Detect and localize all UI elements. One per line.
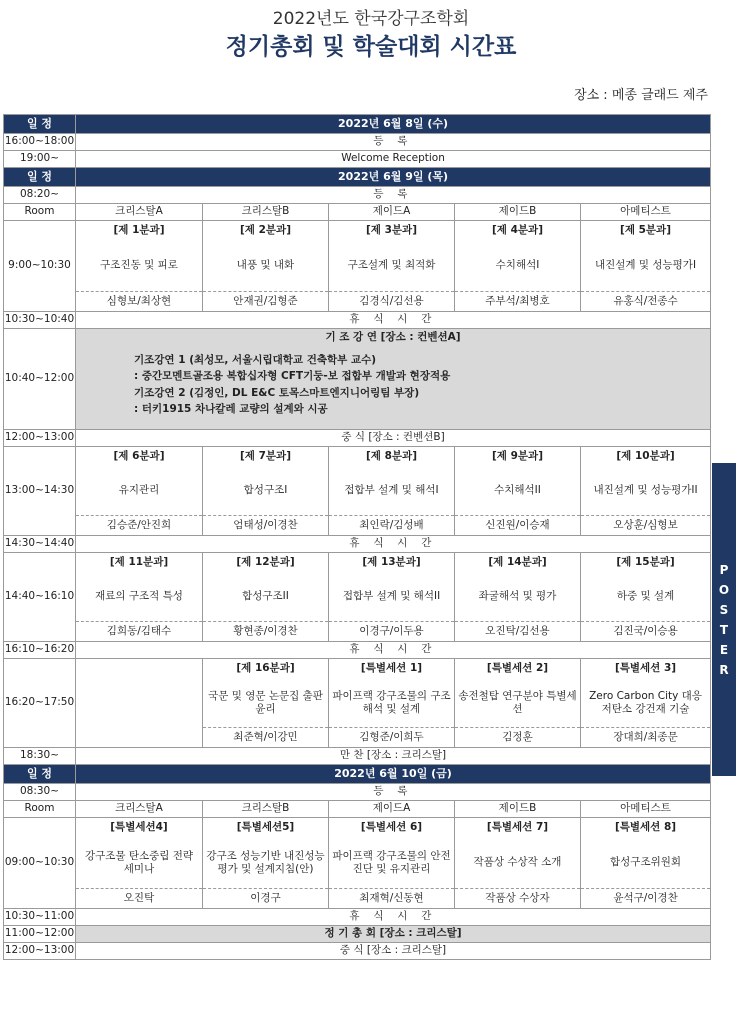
poster-side-banner	[712, 463, 736, 776]
session-cell	[329, 221, 455, 312]
registration-cell: 등 록	[76, 187, 711, 204]
session-topic: 유지관리	[118, 484, 160, 497]
session-chairs: 이경구/이두용	[329, 621, 454, 641]
session-cell	[329, 553, 455, 642]
session-cell	[455, 447, 581, 536]
session-topic: 내풍 및 내화	[236, 259, 295, 272]
time-cell: 16:00~18:00	[4, 134, 76, 151]
session-chairs: 최준혁/이강민	[203, 727, 328, 747]
keynote-row	[4, 329, 711, 430]
reception-cell: Welcome Reception	[76, 151, 711, 168]
venue-label: 장소 : 메종 글래드 제주	[574, 88, 708, 103]
session-chairs: 장대희/최종문	[581, 727, 710, 747]
time-cell: 19:00~	[4, 151, 76, 168]
session-head: [제 14분과]	[488, 556, 547, 569]
time-cell: 09:00~10:30	[4, 818, 76, 909]
session-topic: 강구조 성능기반 내진성능평가 및 설계지침(안)	[206, 849, 325, 875]
session-topic: 접합부 설계 및 해석II	[342, 590, 441, 603]
room-label: Room	[4, 801, 76, 818]
day2-label: 일 정	[4, 168, 76, 187]
session-head: [특별세션5]	[236, 821, 295, 834]
session-chairs: 이경구	[203, 888, 328, 908]
lunch-cell: 중 식 [장소 : 컨벤션B]	[76, 430, 711, 447]
session-topic: 수치해석II	[494, 484, 541, 497]
session-cell	[76, 818, 203, 909]
session-head: [제 5분과]	[620, 224, 672, 237]
session-cell	[581, 221, 711, 312]
session-chairs: 김경식/김선용	[329, 291, 454, 311]
session-head: [제 16분과]	[236, 662, 295, 675]
lunch-row	[4, 430, 711, 447]
session-topic: 파이프랙 강구조물의 구조해석 및 설계	[332, 689, 451, 715]
dinner-row	[4, 748, 711, 765]
session-cell	[76, 221, 203, 312]
session-topic: 합성구조위원회	[610, 856, 682, 869]
day3-date: 2022년 6월 10일 (금)	[76, 765, 711, 784]
room-name: 제이드A	[329, 204, 455, 221]
session-head: [제 12분과]	[236, 556, 295, 569]
time-cell: 12:00~13:00	[4, 430, 76, 447]
session-head: [특별세션 6]	[360, 821, 423, 834]
poster-letter: E	[719, 642, 729, 657]
session-head: [제 9분과]	[492, 450, 543, 463]
session-cell	[455, 221, 581, 312]
session-topic: 송전철탑 연구분야 특별세션	[458, 689, 577, 715]
dinner-cell: 만 찬 [장소 : 크리스탈]	[76, 748, 711, 765]
session-chairs: 김진국/이승용	[581, 621, 710, 641]
break-row	[4, 909, 711, 926]
session-chairs: 최재혁/신동현	[329, 888, 454, 908]
session-topic: 국문 및 영문 논문집 출판윤리	[208, 689, 323, 715]
session-head: [제 7분과]	[240, 450, 291, 463]
time-cell: 9:00~10:30	[4, 221, 76, 312]
session-cell	[76, 447, 203, 536]
session-cell	[581, 659, 711, 748]
session-cell	[203, 447, 329, 536]
break-cell: 휴 식 시 간	[76, 312, 711, 329]
session-chairs: 김희동/김태수	[76, 621, 202, 641]
break-row	[4, 312, 711, 329]
session-row	[4, 818, 711, 909]
session-head: [특별세션 1]	[360, 662, 423, 675]
session-chairs: 김승준/안진희	[76, 515, 202, 535]
break-cell: 휴 식 시 간	[76, 642, 711, 659]
time-cell: 08:20~	[4, 187, 76, 204]
poster-letter: O	[718, 582, 730, 597]
session-head: [제 1분과]	[113, 224, 165, 237]
keynote-cell	[76, 329, 711, 430]
day2-date: 2022년 6월 9일 (목)	[76, 168, 711, 187]
session-cell	[581, 553, 711, 642]
session-cell	[455, 553, 581, 642]
session-topic: Zero Carbon City 대응 저탄소 강건재 기술	[589, 689, 702, 715]
table-row	[4, 134, 711, 151]
session-cell	[203, 818, 329, 909]
time-cell: 18:30~	[4, 748, 76, 765]
time-cell: 14:30~14:40	[4, 536, 76, 553]
registration-cell: 등 록	[76, 784, 711, 801]
session-topic: 합성구조I	[243, 484, 288, 497]
room-row	[4, 204, 711, 221]
break-row	[4, 642, 711, 659]
session-topic: 합성구조II	[242, 590, 289, 603]
session-topic: 수치해석I	[495, 259, 540, 272]
session-cell	[329, 447, 455, 536]
room-name: 크리스탈B	[203, 801, 329, 818]
break-cell: 휴 식 시 간	[76, 909, 711, 926]
schedule-table	[3, 114, 711, 960]
day2-header-row	[4, 168, 711, 187]
session-head: [제 4분과]	[492, 224, 543, 237]
session-cell	[76, 553, 203, 642]
session-chairs: 김정훈	[455, 727, 580, 747]
session-head: [제 8분과]	[366, 450, 417, 463]
time-cell: 10:30~11:00	[4, 909, 76, 926]
time-cell: 11:00~12:00	[4, 926, 76, 943]
time-cell: 14:40~16:10	[4, 553, 76, 642]
session-topic: 내진설계 및 성능평가I	[594, 259, 697, 272]
room-name: 크리스탈A	[76, 801, 203, 818]
session-cell	[455, 659, 581, 748]
time-cell: 10:30~10:40	[4, 312, 76, 329]
session-head: [제 11분과]	[109, 556, 169, 569]
session-head: [특별세션 2]	[486, 662, 549, 675]
time-cell: 12:00~13:00	[4, 943, 76, 960]
time-cell: 08:30~	[4, 784, 76, 801]
keynote-line: 기조강연 2 (김정인, DL E&C 토목스마트엔지니어링팀 부장)	[134, 386, 420, 399]
session-head: [특별세션4]	[110, 821, 168, 834]
day1-label: 일 정	[4, 115, 76, 134]
session-chairs: 윤석구/이경찬	[581, 888, 710, 908]
session-head: [제 2분과]	[240, 224, 291, 237]
session-head: [제 15분과]	[616, 556, 675, 569]
empty-session-cell	[76, 659, 203, 748]
session-cell	[581, 447, 711, 536]
room-name: 크리스탈B	[203, 204, 329, 221]
session-topic: 내진설계 및 성능평가II	[593, 484, 698, 497]
session-topic: 접합부 설계 및 해석I	[344, 484, 439, 497]
session-row	[4, 659, 711, 748]
session-cell	[203, 659, 329, 748]
lunch-row	[4, 943, 711, 960]
poster-letter: R	[719, 662, 729, 677]
room-name: 제이드B	[455, 204, 581, 221]
session-topic: 구조설계 및 최적화	[347, 259, 436, 272]
time-cell: 16:20~17:50	[4, 659, 76, 748]
session-cell	[203, 221, 329, 312]
general-assembly-row	[4, 926, 711, 943]
room-row	[4, 801, 711, 818]
session-row	[4, 553, 711, 642]
lunch-cell: 중 식 [장소 : 크리스탈]	[76, 943, 711, 960]
poster-letter: P	[719, 562, 729, 577]
session-chairs: 오진탁	[76, 888, 202, 908]
general-assembly-cell: 정 기 총 회 [장소 : 크리스탈]	[76, 926, 711, 943]
session-chairs: 주부석/최병호	[455, 291, 580, 311]
session-chairs: 신진원/이승재	[455, 515, 580, 535]
session-cell	[581, 818, 711, 909]
session-head: [제 6분과]	[113, 450, 165, 463]
session-cell	[455, 818, 581, 909]
session-head: [특별세션 8]	[614, 821, 677, 834]
session-chairs: 오상훈/심형보	[581, 515, 710, 535]
session-chairs: 안재권/김형준	[203, 291, 328, 311]
session-head: [제 3분과]	[366, 224, 417, 237]
session-topic: 작품상 수상작 소개	[473, 856, 562, 869]
day1-header-row	[4, 115, 711, 134]
room-name: 제이드B	[455, 801, 581, 818]
day1-date: 2022년 6월 8일 (수)	[76, 115, 711, 134]
session-chairs: 최인락/김성배	[329, 515, 454, 535]
keynote-line: : 중간모멘트골조용 복합십자형 CFT기둥-보 접합부 개발과 현장적용	[134, 370, 451, 383]
table-row	[4, 784, 711, 801]
break-row	[4, 536, 711, 553]
session-topic: 파이프랙 강구조물의 안전진단 및 유지관리	[332, 849, 451, 875]
header-year-line: 2022년도 한국강구조학회	[272, 9, 470, 29]
table-row	[4, 187, 711, 204]
session-head: [제 13분과]	[362, 556, 421, 569]
session-row	[4, 447, 711, 536]
session-chairs: 오진탁/김선용	[455, 621, 580, 641]
session-topic: 재료의 구조적 특성	[95, 590, 183, 603]
room-name: 크리스탈A	[76, 204, 203, 221]
session-head: [제 10분과]	[616, 450, 675, 463]
day3-label: 일 정	[4, 765, 76, 784]
time-cell: 16:10~16:20	[4, 642, 76, 659]
session-chairs: 작품상 수상자	[455, 888, 580, 908]
table-row	[4, 151, 711, 168]
session-chairs: 황현종/이경찬	[203, 621, 328, 641]
session-topic: 구조진동 및 피로	[100, 259, 178, 272]
session-cell	[329, 659, 455, 748]
session-chairs: 유홍식/전종수	[581, 291, 710, 311]
session-chairs: 엄태성/이경찬	[203, 515, 328, 535]
room-name: 아메티스트	[581, 204, 711, 221]
session-topic: 강구조물 탄소중립 전략 세미나	[84, 849, 194, 875]
room-name: 아메티스트	[581, 801, 711, 818]
poster-letter: T	[719, 622, 729, 637]
keynote-line: : 터키1915 차나칼레 교량의 설계와 시공	[134, 402, 328, 415]
time-cell: 10:40~12:00	[4, 329, 76, 430]
keynote-line: 기조강연 1 (최성모, 서울시립대학교 건축학부 교수)	[134, 354, 377, 367]
session-topic: 좌굴해석 및 평가	[478, 590, 557, 603]
keynote-title: 기 조 강 연 [장소 : 컨벤션A]	[325, 331, 461, 343]
session-cell	[329, 818, 455, 909]
poster-letter: S	[719, 602, 729, 617]
registration-cell: 등 록	[76, 134, 711, 151]
page-title: 정기총회 및 학술대회 시간표	[225, 34, 517, 60]
room-name: 제이드A	[329, 801, 455, 818]
session-chairs: 김형준/이희두	[329, 727, 454, 747]
day3-header-row	[4, 765, 711, 784]
session-cell	[203, 553, 329, 642]
session-head: [특별세션 7]	[486, 821, 549, 834]
room-label: Room	[4, 204, 76, 221]
session-row	[4, 221, 711, 312]
session-topic: 하중 및 설계	[616, 590, 675, 603]
session-chairs: 심형보/최상현	[76, 291, 202, 311]
time-cell: 13:00~14:30	[4, 447, 76, 536]
session-head: [특별세션 3]	[614, 662, 677, 675]
break-cell: 휴 식 시 간	[76, 536, 711, 553]
